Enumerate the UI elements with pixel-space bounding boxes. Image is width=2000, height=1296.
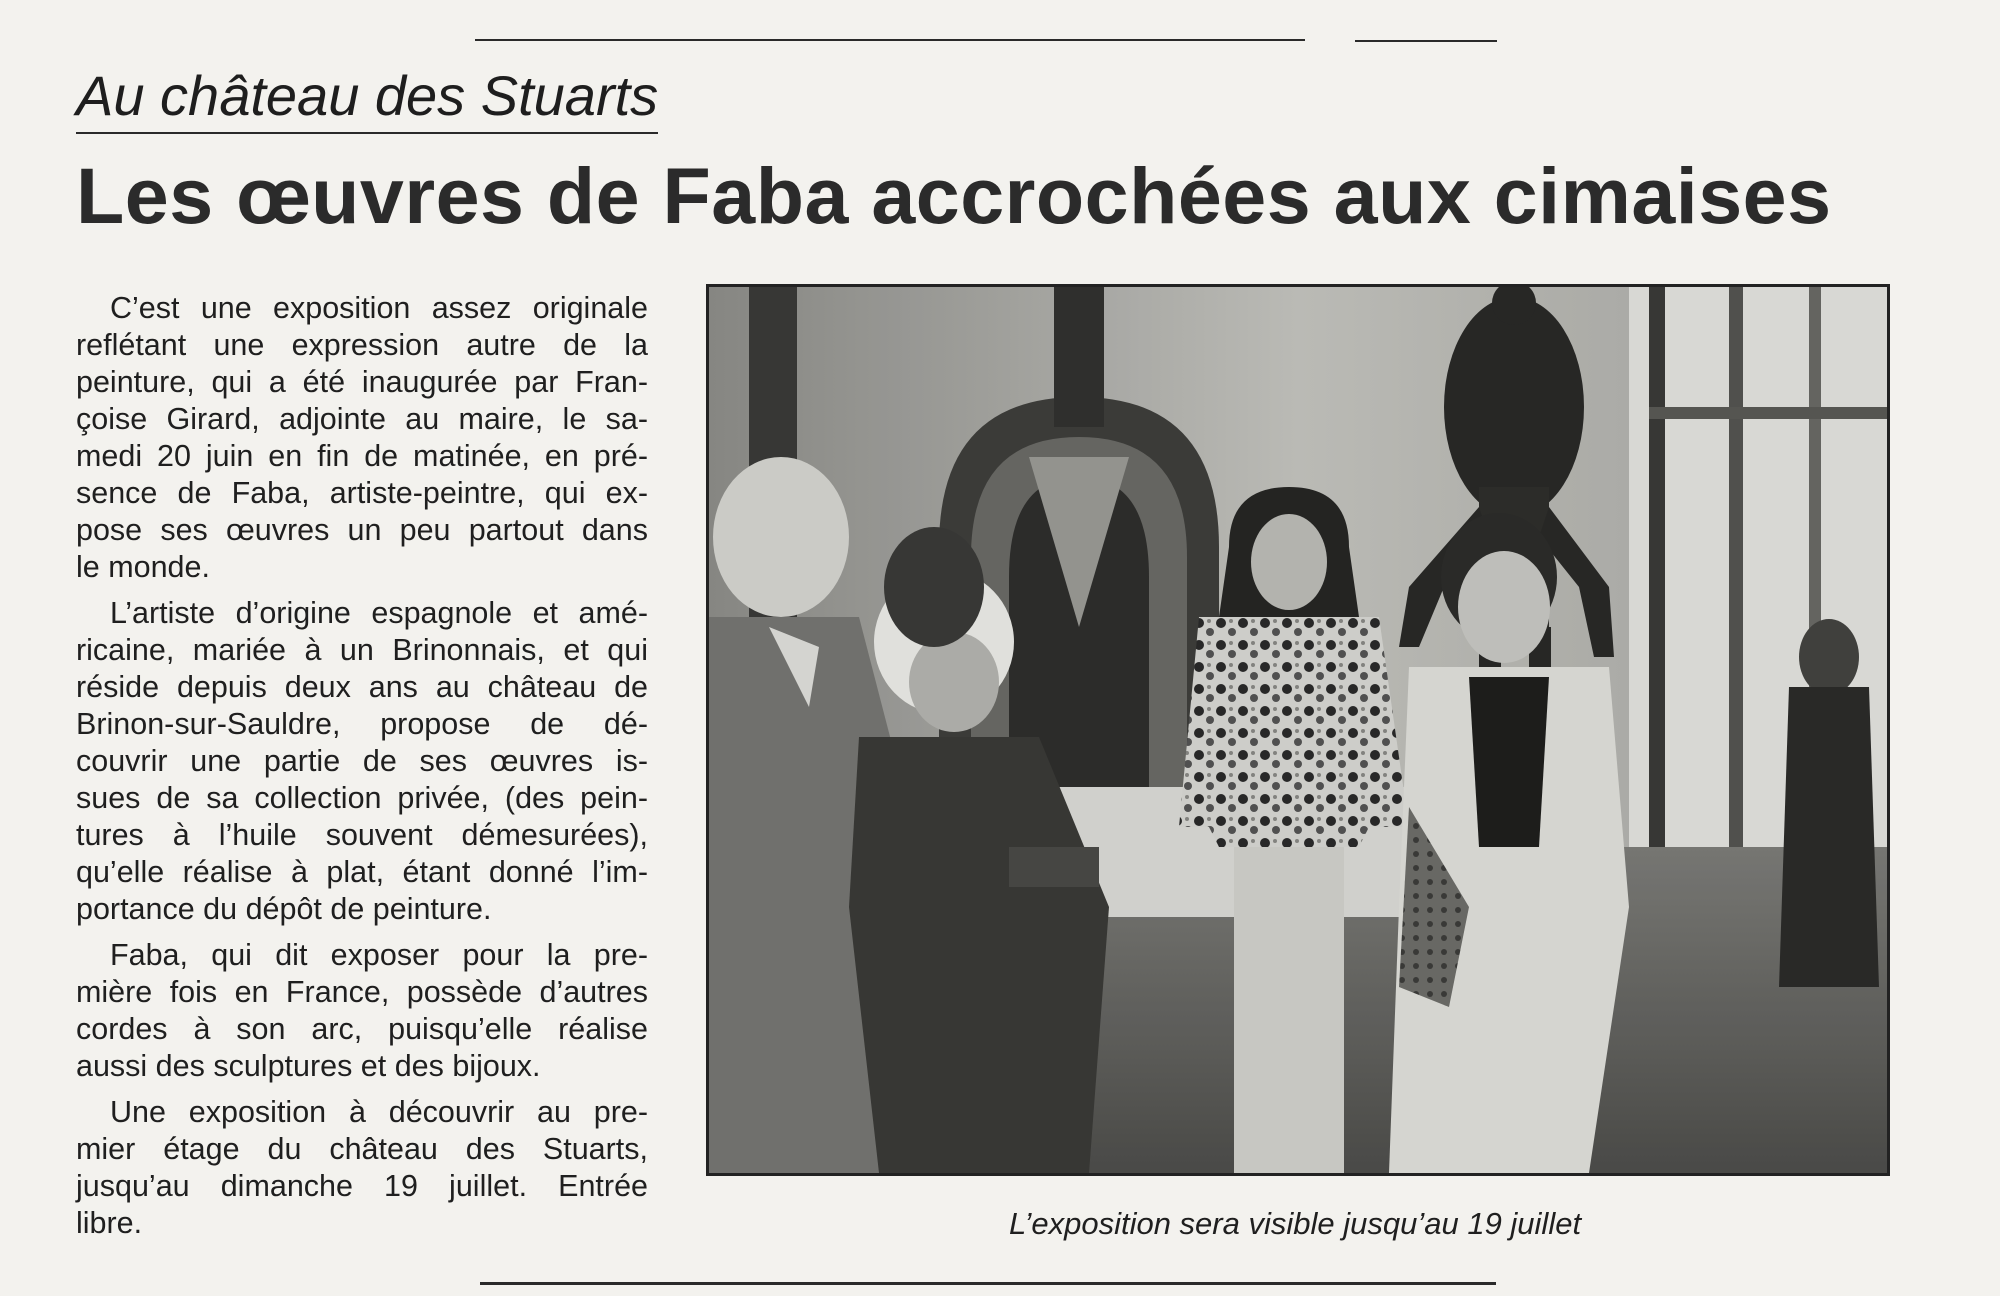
text-line: peinture, qui a été inaugurée par Fran- [76, 365, 648, 399]
text-line: tures à l’huile souvent démesurées), [76, 818, 648, 852]
text-line: le monde. [76, 550, 210, 584]
text-line: C’est une exposition assez originale [110, 291, 648, 325]
photo-caption: L’exposition sera visible jusqu’au 19 juillet [1008, 1206, 1582, 1241]
text-line: pose ses œuvres un peu partout dans [76, 513, 648, 547]
text-line: L’artiste d’origine espagnole et amé- [110, 596, 648, 630]
article-body [76, 290, 648, 1251]
paragraph-1 [76, 290, 648, 586]
photo-illustration [709, 287, 1887, 1173]
text-line: cordes à son arc, puisqu’elle réalise [76, 1012, 648, 1046]
text-line: qu’elle réalise à plat, étant donné l’im- [76, 855, 648, 889]
paragraph-4 [76, 1094, 648, 1242]
text-line: portance du dépôt de peinture. [76, 892, 492, 926]
text-line: couvrir une partie de ses œuvres is- [76, 744, 648, 778]
exhibition-photo [706, 284, 1890, 1176]
kicker-title: Au château des Stuarts [76, 62, 658, 134]
top-rule [475, 39, 1305, 41]
text-line: reflétant une expression autre de la [76, 328, 648, 362]
text-line: mière fois en France, possède d’autres [76, 975, 648, 1009]
text-line: réside depuis deux ans au château de [76, 670, 648, 704]
text-line: sues de sa collection privée, (des pein- [76, 781, 648, 815]
text-line: mier étage du château des Stuarts, [76, 1132, 648, 1166]
text-line: Brinon-sur-Sauldre, propose de dé- [76, 707, 648, 741]
text-line: medi 20 juin en fin de matinée, en pré- [76, 439, 648, 473]
text-line: libre. [76, 1206, 143, 1240]
text-line: çoise Girard, adjointe au maire, le sa- [76, 402, 648, 436]
paragraph-2 [76, 595, 648, 928]
bottom-rule [480, 1282, 1496, 1285]
text-line: jusqu’au dimanche 19 juillet. Entrée [76, 1169, 648, 1203]
text-line: Une exposition à découvrir au pre- [110, 1095, 648, 1129]
headline: Les œuvres de Faba accrochées aux cimaises [76, 151, 1832, 240]
top-rule-short [1355, 40, 1497, 42]
text-line: ricaine, mariée à un Brinonnais, et qui [76, 633, 648, 667]
text-line: Faba, qui dit exposer pour la pre- [110, 938, 648, 972]
text-line: aussi des sculptures et des bijoux. [76, 1049, 541, 1083]
paragraph-3 [76, 937, 648, 1085]
text-line: sence de Faba, artiste-peintre, qui ex- [76, 476, 648, 510]
